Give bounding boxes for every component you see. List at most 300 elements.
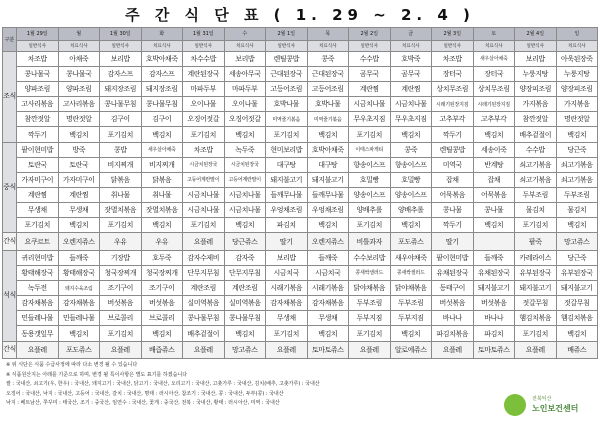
menu-cell: 차수수밥	[183, 51, 225, 66]
menu-cell: 시금치나물	[224, 203, 266, 218]
menu-cell: 명란젓알	[58, 112, 100, 127]
menu-cell: 우엉채조림	[307, 203, 349, 218]
menu-row	[3, 172, 598, 187]
menu-cell: 콩나물무침	[100, 97, 142, 112]
day-of-week: 토	[473, 28, 515, 41]
menu-cell: 수수보리밥	[349, 250, 391, 265]
menu-cell: 요플레	[17, 341, 59, 358]
menu-cell: 토란국	[58, 157, 100, 172]
menu-cell: 감자죽	[224, 250, 266, 265]
day-of-week: 수	[224, 28, 266, 41]
menu-cell: 망고쥬스	[556, 233, 598, 250]
menu-cell: 상치무조림	[473, 82, 515, 97]
menu-cell: 유채된장국	[473, 265, 515, 280]
menu-cell: 계란찜	[390, 82, 432, 97]
day-date: 1월 31일	[183, 28, 225, 41]
menu-cell: 포기김치	[183, 127, 225, 142]
menu-row	[3, 218, 598, 233]
menu-cell: 양송이스프	[390, 188, 432, 203]
snack-row	[3, 233, 598, 250]
diet-type-row	[3, 40, 598, 51]
menu-cell: 호박아채죽	[141, 51, 183, 66]
menu-cell: 토마토쥬스	[473, 341, 515, 358]
menu-cell: 콩나물	[432, 203, 474, 218]
menu-cell: 돼지불고기	[266, 172, 308, 187]
menu-cell: 브로콜리	[100, 311, 142, 326]
menu-cell: 당근죽	[556, 250, 598, 265]
menu-cell: 고등어조림	[266, 82, 308, 97]
menu-row	[3, 311, 598, 326]
menu-cell: 우엉채조림	[266, 203, 308, 218]
menu-cell: 귀리현미밥	[17, 250, 59, 265]
menu-cell: 오렌지쥬스	[58, 233, 100, 250]
menu-cell: 가지볶음	[556, 97, 598, 112]
day-of-week: 목	[307, 28, 349, 41]
menu-cell: 시래기볶음	[307, 281, 349, 296]
menu-cell: 돼지불고기	[515, 281, 557, 296]
menu-cell: 파김치볶음	[432, 326, 474, 341]
meal-label: 간식	[3, 341, 17, 358]
menu-cell: 명란젓알	[556, 112, 598, 127]
day-date: 1월 30일	[100, 28, 142, 41]
menu-cell: 요쿠르트	[17, 233, 59, 250]
day-header-row	[3, 28, 598, 41]
menu-cell: 콩나물무침	[224, 311, 266, 326]
note-line: 오징어 : 국내산, 낙지 : 국내산, 고등어 : 국내산, 갈치 : 국내산, 명태 : 러시아산, 참조기 : 국내산, 콩 : 국내산, 두부(콩) : 국내산	[6, 390, 284, 397]
menu-cell: 요플레	[266, 341, 308, 358]
menu-cell: 민들레나물	[58, 311, 100, 326]
menu-cell: 바나나	[473, 311, 515, 326]
menu-cell: 렌틸콩밥	[432, 142, 474, 157]
page-title: 주 간 식 단 표 ( 1. 29 ~ 2. 4 )	[125, 6, 475, 24]
menu-cell: 양파조림	[58, 82, 100, 97]
menu-cell: 비지찌개	[141, 157, 183, 172]
menu-cell: 햄김치볶음	[515, 311, 557, 326]
diet-type-label: 일반식사	[100, 40, 142, 51]
logo-name: 노인보건센터	[532, 404, 579, 413]
menu-cell: 백김치	[141, 127, 183, 142]
day-of-week: 금	[390, 28, 432, 41]
menu-cell: 브로콜리	[141, 311, 183, 326]
menu-cell: 시금치나물	[224, 188, 266, 203]
menu-cell: 알로에쥬스	[390, 341, 432, 358]
menu-cell: 망고쥬스	[224, 341, 266, 358]
menu-cell: 새우살아채죽	[141, 142, 183, 157]
menu-cell: 새우야채죽	[390, 250, 432, 265]
menu-cell: 오이나물	[183, 97, 225, 112]
menu-cell: 돼지불고기	[556, 281, 598, 296]
menu-cell: 조기구이	[100, 281, 142, 296]
menu-row	[3, 157, 598, 172]
menu-cell: 배쥬스	[556, 341, 598, 358]
menu-cell: 감자수제비	[183, 250, 225, 265]
menu-cell: 유부된장국	[515, 265, 557, 280]
menu-cell: 김구이	[141, 112, 183, 127]
menu-cell: 포기김치	[349, 127, 391, 142]
menu-cell: 가지볶음	[515, 97, 557, 112]
menu-cell: 어묵볶음	[473, 188, 515, 203]
menu-cell: 포기김치	[515, 218, 557, 233]
menu-cell: 호박나물	[307, 97, 349, 112]
diet-type-label: 치료식사	[473, 40, 515, 51]
menu-cell: 포기김치	[349, 326, 391, 341]
menu-cell: 돼지장조림	[100, 82, 142, 97]
meal-label: 간식	[3, 233, 17, 250]
menu-cell: 백김치	[58, 326, 100, 341]
menu-cell: 녹두전	[17, 281, 59, 296]
menu-cell: 깍두기	[432, 127, 474, 142]
snack-row	[3, 341, 598, 358]
menu-cell: 보리밥	[224, 51, 266, 66]
diet-type-label: 일반식사	[432, 40, 474, 51]
logo-subtitle: 전북익산	[532, 396, 552, 402]
menu-cell: 깍두기	[432, 218, 474, 233]
menu-cell: 들깨무나물	[307, 188, 349, 203]
menu-cell: 양배추롤	[390, 203, 432, 218]
menu-cell: 버섯볶음	[432, 296, 474, 311]
menu-cell: 계란조림	[183, 281, 225, 296]
menu-cell: 아욱된장죽	[556, 51, 598, 66]
menu-cell: 현미보리밥	[266, 142, 308, 157]
menu-cell: 렌틸콩밥	[266, 51, 308, 66]
meal-label: 조식	[3, 51, 17, 142]
menu-cell: 토마토쥬스	[307, 341, 349, 358]
menu-cell: 무우초지짐	[349, 112, 391, 127]
menu-cell: 버섯볶음	[100, 296, 142, 311]
menu-cell: 닭야채볶음	[349, 281, 391, 296]
menu-row	[3, 127, 598, 142]
menu-cell: 실미역볶음	[183, 296, 225, 311]
menu-cell: 단무지무침	[183, 265, 225, 280]
menu-cell: 시래기된장지짐	[473, 97, 515, 112]
menu-cell: 가자미구이	[17, 172, 59, 187]
menu-cell: 양장피조림	[515, 82, 557, 97]
menu-cell: 양배추롤	[349, 203, 391, 218]
menu-cell: 시금치된장국	[224, 157, 266, 172]
menu-cell: 콩새싹샐러드	[349, 265, 391, 280]
menu-cell: 어묵볶음	[432, 188, 474, 203]
menu-cell: 콩나물국	[58, 66, 100, 81]
menu-cell: 청국장찌개	[100, 265, 142, 280]
menu-cell: 백김치	[390, 326, 432, 341]
menu-cell: 호밀빵	[349, 172, 391, 187]
menu-cell: 잡채	[432, 172, 474, 187]
menu-cell: 물김치	[515, 203, 557, 218]
menu-cell: 차조밥	[17, 51, 59, 66]
menu-cell: 당근쥬스	[224, 233, 266, 250]
menu-cell: 백김치	[390, 127, 432, 142]
day-date: 2월 1일	[266, 28, 308, 41]
diet-type-label: 치료식사	[390, 40, 432, 51]
menu-cell: 백김치	[307, 127, 349, 142]
menu-cell: 포도쥬스	[390, 233, 432, 250]
menu-cell: 반계탕	[473, 157, 515, 172]
menu-cell: 이태스파게티	[349, 142, 391, 157]
menu-cell: 오렌지쥬스	[307, 233, 349, 250]
menu-cell: 황태해장국	[58, 265, 100, 280]
menu-cell: 차조밥	[432, 51, 474, 66]
menu-cell: 두부조림	[349, 296, 391, 311]
menu-cell: 깍두기	[17, 127, 59, 142]
menu-cell: 마파두부	[224, 82, 266, 97]
menu-cell: 고등어계란말이	[183, 172, 225, 187]
menu-cell: 콩죽	[307, 51, 349, 66]
menu-cell: 포기김치	[100, 326, 142, 341]
menu-row	[3, 51, 598, 66]
menu-cell: 취나물	[141, 188, 183, 203]
diet-type-label: 치료식사	[307, 40, 349, 51]
menu-cell: 포기김치	[266, 326, 308, 341]
menu-cell: 팥이현미밥	[17, 142, 59, 157]
day-date: 2월 2일	[349, 28, 391, 41]
menu-cell: 참깐젓알	[515, 112, 557, 127]
menu-cell: 계란찜	[349, 82, 391, 97]
menu-cell: 실미역볶음	[224, 296, 266, 311]
menu-cell: 양장피조림	[556, 82, 598, 97]
menu-row	[3, 296, 598, 311]
menu-cell: 백김치	[307, 326, 349, 341]
menu-cell: 배추겉절이	[183, 326, 225, 341]
menu-cell: 참깐젓알	[17, 112, 59, 127]
menu-cell: 보리밥	[100, 51, 142, 66]
menu-cell: 포기김치	[515, 326, 557, 341]
menu-row	[3, 250, 598, 265]
menu-cell: 무우초지짐	[390, 112, 432, 127]
menu-cell: 백김치	[307, 218, 349, 233]
diet-type-label: 치료식사	[556, 40, 598, 51]
menu-cell: 콩죽	[390, 142, 432, 157]
menu-cell: 민들레나물	[17, 311, 59, 326]
meal-label: 중식	[3, 142, 17, 233]
menu-cell: 조기구이	[141, 281, 183, 296]
menu-cell: 쇠고기볶음	[515, 157, 557, 172]
menu-cell: 취나물	[100, 188, 142, 203]
menu-cell: 고사리볶음	[58, 97, 100, 112]
menu-row	[3, 326, 598, 341]
menu-cell: 들깨죽	[473, 250, 515, 265]
menu-cell: 요플레	[515, 341, 557, 358]
diet-type-label: 일반식사	[183, 40, 225, 51]
menu-cell: 딸기	[432, 233, 474, 250]
note-line: ※ 식품원산지는 아래를 기준으로 하며, 변경 될 특이사항은 별도 표기를 하겠습니다	[6, 371, 188, 378]
menu-cell: 백김치	[224, 127, 266, 142]
menu-cell: 기장밥	[100, 250, 142, 265]
menu-cell: 포기김치	[100, 218, 142, 233]
origin-notes	[6, 361, 526, 409]
menu-cell: 요플레	[183, 341, 225, 358]
menu-cell: 근대된장국	[307, 66, 349, 81]
menu-cell: 감자채볶음	[17, 296, 59, 311]
menu-cell: 쇠고기볶음	[515, 172, 557, 187]
menu-row	[3, 142, 598, 157]
menu-cell: 세송이죽	[473, 142, 515, 157]
menu-row	[3, 66, 598, 81]
menu-cell: 닭볶음	[100, 172, 142, 187]
diet-type-label: 치료식사	[141, 40, 183, 51]
day-of-week: 화	[141, 28, 183, 41]
menu-cell: 두부조림	[556, 188, 598, 203]
menu-cell: 들깨죽	[58, 250, 100, 265]
menu-cell: 미역줄기볶음	[307, 112, 349, 127]
menu-cell: 쇠고기볶음	[556, 172, 598, 187]
menu-cell: 두부조림	[515, 188, 557, 203]
menu-cell: 콩나물무침	[183, 311, 225, 326]
menu-cell: 요플레	[183, 233, 225, 250]
menu-cell	[473, 233, 515, 250]
menu-cell: 계란찜	[58, 188, 100, 203]
menu-cell: 물김치	[556, 203, 598, 218]
menu-cell: 고등어조림	[307, 82, 349, 97]
menu-cell: 가자미구이	[58, 172, 100, 187]
menu-cell: 고추부각	[432, 112, 474, 127]
menu-cell: 요플레	[100, 341, 142, 358]
menu-cell: 포기김치	[100, 127, 142, 142]
menu-cell: 포기김치	[183, 218, 225, 233]
menu-cell: 고등어계란말이	[224, 172, 266, 187]
menu-cell: 동태구이	[432, 281, 474, 296]
menu-cell: 차조밥	[183, 142, 225, 157]
menu-cell: 김구이	[100, 112, 142, 127]
menu-cell: 파김치	[473, 326, 515, 341]
menu-cell: 젓갈무침	[515, 296, 557, 311]
menu-cell: 돼지장조림	[141, 82, 183, 97]
day-date: 1월 29일	[17, 28, 59, 41]
menu-cell: 누룽지탕	[556, 66, 598, 81]
menu-cell: 보리밥	[515, 51, 557, 66]
menu-cell: 양파조림	[17, 82, 59, 97]
day-of-week: 월	[58, 28, 100, 41]
menu-cell: 백김치	[473, 127, 515, 142]
menu-cell: 돼지수육조림	[58, 281, 100, 296]
menu-cell: 호박아채죽	[307, 142, 349, 157]
menu-cell: 호밀빵	[390, 172, 432, 187]
menu-cell: 시래기볶음	[266, 281, 308, 296]
diet-type-label: 일반식사	[266, 40, 308, 51]
center-logo	[500, 391, 596, 421]
menu-cell: 파김치	[266, 218, 308, 233]
menu-cell: 시금치국	[307, 265, 349, 280]
menu-cell: 수수밥	[349, 51, 391, 66]
diet-type-label: 치료식사	[224, 40, 266, 51]
menu-cell: 들깨무나물	[266, 188, 308, 203]
menu-cell: 요플레	[349, 341, 391, 358]
menu-cell: 세송아무국	[224, 66, 266, 81]
menu-cell: 아채죽	[58, 51, 100, 66]
menu-cell: 계란된장국	[183, 66, 225, 81]
menu-cell: 버섯볶음	[141, 296, 183, 311]
menu-cell: 백김치	[141, 326, 183, 341]
menu-cell: 오징어젓갈	[183, 112, 225, 127]
note-line: ※ 위 식단은 식품 수급사정에 따라 다소 변경 될 수 있습니다	[6, 362, 138, 368]
menu-cell: 대구탕	[307, 157, 349, 172]
menu-cell: 콩나물국	[17, 66, 59, 81]
menu-cell: 포도쥬스	[58, 341, 100, 358]
menu-cell: 방죽	[58, 142, 100, 157]
menu-row	[3, 82, 598, 97]
day-date: 2월 3일	[432, 28, 474, 41]
menu-cell: 배즙쥬스	[141, 341, 183, 358]
day-date: 2월 4일	[515, 28, 557, 41]
menu-cell: 바나나	[432, 311, 474, 326]
menu-cell: 배추겉절이	[515, 127, 557, 142]
menu-cell: 상치무조림	[432, 82, 474, 97]
menu-cell: 카레라이스	[515, 250, 557, 265]
menu-cell: 감자채볶음	[58, 296, 100, 311]
menu-cell: 우유	[141, 233, 183, 250]
menu-cell: 누룽지탕	[515, 66, 557, 81]
menu-cell: 계란조림	[224, 281, 266, 296]
menu-cell: 시금치된장국	[183, 157, 225, 172]
menu-cell: 두부조림	[390, 296, 432, 311]
menu-row	[3, 203, 598, 218]
menu-cell: 콩나물	[473, 203, 515, 218]
menu-cell: 콩나물무침	[141, 97, 183, 112]
menu-cell: 단무지무침	[224, 265, 266, 280]
menu-cell: 근대된장국	[266, 66, 308, 81]
menu-cell: 돼지불고기	[307, 172, 349, 187]
menu-cell: 콩밥	[100, 142, 142, 157]
menu-cell: 잣멸치볶음	[141, 203, 183, 218]
menu-cell: 무생채	[58, 203, 100, 218]
diet-type-label: 일반식사	[17, 40, 59, 51]
menu-cell: 백김치	[224, 218, 266, 233]
menu-cell: 시래기된장지짐	[432, 97, 474, 112]
diet-type-label: 치료식사	[58, 40, 100, 51]
menu-cell: 고추부각	[473, 112, 515, 127]
menu-cell: 당근죽	[556, 142, 598, 157]
menu-cell: 시금치나물	[349, 97, 391, 112]
menu-cell: 유채된장국	[432, 265, 474, 280]
menu-cell: 시금치국	[266, 265, 308, 280]
menu-cell: 수수밥	[515, 142, 557, 157]
menu-cell: 향송이스프	[349, 157, 391, 172]
menu-cell: 포기김치	[349, 218, 391, 233]
menu-cell: 백김치	[390, 218, 432, 233]
menu-cell: 콩새싹샐러드	[390, 265, 432, 280]
menu-row	[3, 265, 598, 280]
menu-cell: 백김치	[556, 218, 598, 233]
menu-cell: 쇠고기볶음	[556, 157, 598, 172]
menu-cell: 동용갯잎무	[17, 326, 59, 341]
menu-row	[3, 97, 598, 112]
menu-row	[3, 112, 598, 127]
menu-cell: 감자스프	[100, 66, 142, 81]
menu-cell: 돼지불고기	[473, 281, 515, 296]
menu-cell: 두부지짐	[349, 311, 391, 326]
menu-cell: 잡채	[473, 172, 515, 187]
diet-type-label: 일반식사	[515, 40, 557, 51]
menu-cell: 감자스프	[141, 66, 183, 81]
menu-cell: 팥이현미밥	[432, 250, 474, 265]
menu-cell: 젓갈무침	[556, 296, 598, 311]
menu-cell: 백김치	[141, 218, 183, 233]
menu-cell: 비틀과자	[349, 233, 391, 250]
menu-cell: 오이나물	[224, 97, 266, 112]
meal-label: 석식	[3, 250, 17, 341]
menu-cell: 요플레	[432, 341, 474, 358]
menu-cell: 비지찌개	[100, 157, 142, 172]
menu-cell: 백김치	[58, 127, 100, 142]
menu-cell: 미역줄기볶음	[266, 112, 308, 127]
menu-cell: 장터국	[432, 66, 474, 81]
menu-cell: 청국장찌개	[141, 265, 183, 280]
menu-cell: 우유	[100, 233, 142, 250]
menu-cell: 대구탕	[266, 157, 308, 172]
menu-cell: 백김치	[556, 127, 598, 142]
menu-cell: 황태해장국	[17, 265, 59, 280]
menu-cell: 미역국	[432, 157, 474, 172]
logo-emblem-icon	[504, 394, 526, 416]
